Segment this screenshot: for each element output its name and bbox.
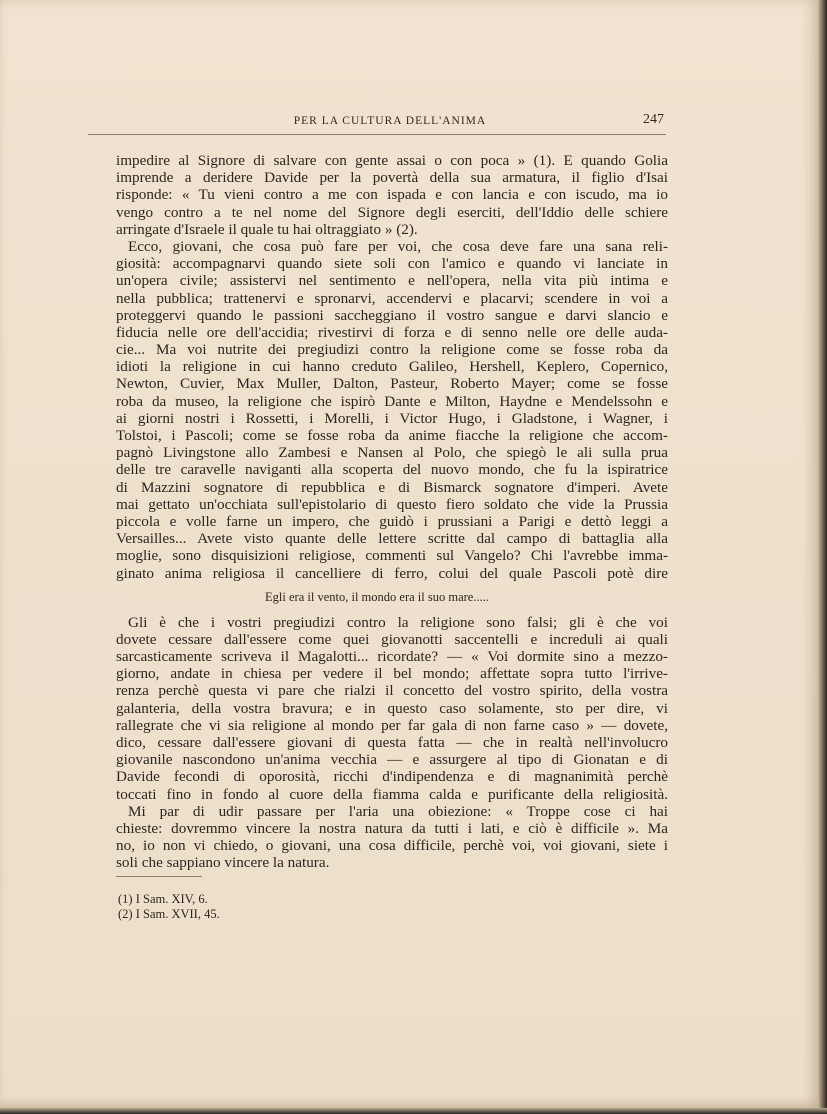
running-head	[116, 112, 664, 130]
text-line: mai gettato un'occhiata sull'epistolario di questo fiero soldato che vide la Prussia	[116, 495, 668, 513]
body-text	[116, 152, 668, 872]
text-line: giorno, andate in chiesa per vedere il bel mondo; affettate sopra tutto l'irrive-	[116, 665, 668, 683]
text-line: fiducia nelle ore dell'accidia; rivestirvi di forza e di senno nelle ore delle auda-	[116, 323, 668, 341]
text-line: Mi par di udir passare per l'aria una obiezione: « Troppe cose ci hai	[128, 802, 668, 820]
text-line: toccati fino in fondo al cuore della fiamma calda e purificante della religiosità.	[116, 785, 668, 803]
text-line: Davide fecondi di oporosità, ricchi d'indipendenza e di magnanimità perchè	[116, 768, 668, 786]
text-line: imprende a deridere Davide per la povertà della sua armatura, il figlio d'Isai	[116, 169, 668, 187]
text-line: soli che sappiano vincere la natura.	[116, 854, 330, 872]
text-line: piccola e volle farne un impero, che guidò i prussiani a Parigi e dettò leggi a	[116, 512, 668, 530]
text-line: chieste: dovremmo vincere la nostra natura da tutti i lati, e ciò è difficile ». Ma	[116, 819, 668, 837]
text-line: impedire al Signore di salvare con gente assai o con poca » (1). E quando Golia	[116, 152, 668, 169]
text-line: risponde: « Tu vieni contro a me con ispada e con lancia e con iscudo, ma io	[116, 186, 668, 204]
text-line: ai giorni nostri i Rossetti, i Morelli, i Victor Hugo, i Gladstone, i Wagner, i	[116, 409, 668, 427]
page-number: 247	[643, 112, 664, 127]
text-line: proteggervi quando le passioni saccheggiano il vostro sangue e darvi slancio e	[116, 306, 668, 324]
text-line: no, io non vi chiedo, o giovani, una cosa difficile, perchè voi, voi giovani, siete i	[116, 837, 668, 855]
footnote-1: (1) I Sam. XIV, 6.	[118, 892, 208, 906]
text-line: galanteria, della vostra bravura; e in questo caso solamente, sto per dire, vi	[116, 699, 668, 717]
footnote-2: (2) I Sam. XVII, 45.	[118, 906, 220, 921]
footnotes	[118, 892, 220, 921]
text-line: dovete cessare dall'essere come quei giovanotti saccentelli e increduli ai quali	[116, 630, 668, 648]
text-line: ginato anima religiosa il cancelliere di ferro, colui del quale Pascoli potè dire	[116, 564, 668, 582]
text-line: Tolstoi, i Pascoli; come se fosse roba da anime fiacche la religione che accom-	[116, 427, 668, 444]
text-line: vengo contro a te nel nome del Signore degli eserciti, dell'Iddio delle schiere	[116, 203, 668, 221]
running-title: PER LA CULTURA DELL'ANIMA	[293, 115, 487, 127]
text-line: renza perchè questa vi pare che rialzi il concetto del vostro spirito, della vostra	[116, 682, 668, 700]
text-line: moglie, sono disquisizioni religiose, commenti sul Vangelo? Chi l'avrebbe imma-	[116, 547, 668, 565]
text-line: dico, cessare dall'essere giovani di questa fatta — che in realtà nell'involucro	[116, 734, 668, 751]
footnote-rule	[116, 876, 202, 877]
text-line: Gli è che i vostri pregiudizi contro la religione sono falsi; gli è che voi	[128, 613, 668, 631]
text-line: rallegrate che vi sia religione al mondo per far gala di non farne caso » — dovete,	[116, 716, 668, 734]
text-line: delle tre caravelle naviganti alla scoperta del nuovo mondo, che fu la ispiratrice	[116, 461, 668, 479]
text-line: nella pubblica; trattenervi e spronarvi, accendervi e placarvi; scendere in voi a	[116, 289, 668, 307]
paragraph-1	[116, 152, 668, 238]
paragraph-3	[116, 614, 668, 803]
text-line: pagnò Livingstone allo Zambesi e Nansen al Polo, che spiegò le ali sulla prua	[116, 444, 668, 462]
paragraph-2	[116, 238, 668, 582]
text-line: cie... Ma voi nutrite dei pregiudizi contro la religione come se fosse roba da	[116, 341, 668, 359]
text-line: sarcasticamente scriveva il Magalotti... ricordate? — « Voi dormite sino a mezzo-	[116, 648, 668, 666]
page-edge	[818, 0, 827, 1114]
text-line: giovanile nascondono un'anima vecchia — e assurgere al tipo di Gionatan e di	[116, 751, 668, 769]
text-line: Ecco, giovani, che cosa può fare per voi, che cosa deve fare una sana reli-	[128, 237, 668, 255]
text-line: Versailles... Avete visto quante delle lettere scritte dal campo di battaglia alla	[116, 530, 668, 548]
verse-quote: Egli era il vento, il mondo era il suo mare.....	[265, 589, 489, 604]
text-line: giosità: accompagnarvi quando siete soli con l'amico e quando vi lanciate in	[116, 255, 668, 273]
text-line: Newton, Cuvier, Max Muller, Dalton, Pasteur, Roberto Mayer; come se fosse	[116, 375, 668, 393]
text-line: idioti la religione in cui hanno creduto Galileo, Hershell, Keplero, Copernico,	[116, 358, 668, 376]
paragraph-4	[116, 803, 668, 872]
page-bottom-edge	[0, 1108, 827, 1114]
text-line: un'opera civile; assistervi nel sentimento e nell'opera, nella vita più intima e	[116, 272, 668, 290]
text-line: arringate d'Israele il quale tu hai oltraggiato » (2).	[116, 220, 418, 238]
header-rule	[88, 134, 666, 135]
text-line: di Mazzini sognatore di repubblica e di Bismarck sognatore d'imperi. Avete	[116, 478, 668, 496]
text-line: roba da museo, la religione che ispirò Dante e Milton, Haydne e Mendelssohn e	[116, 392, 668, 410]
